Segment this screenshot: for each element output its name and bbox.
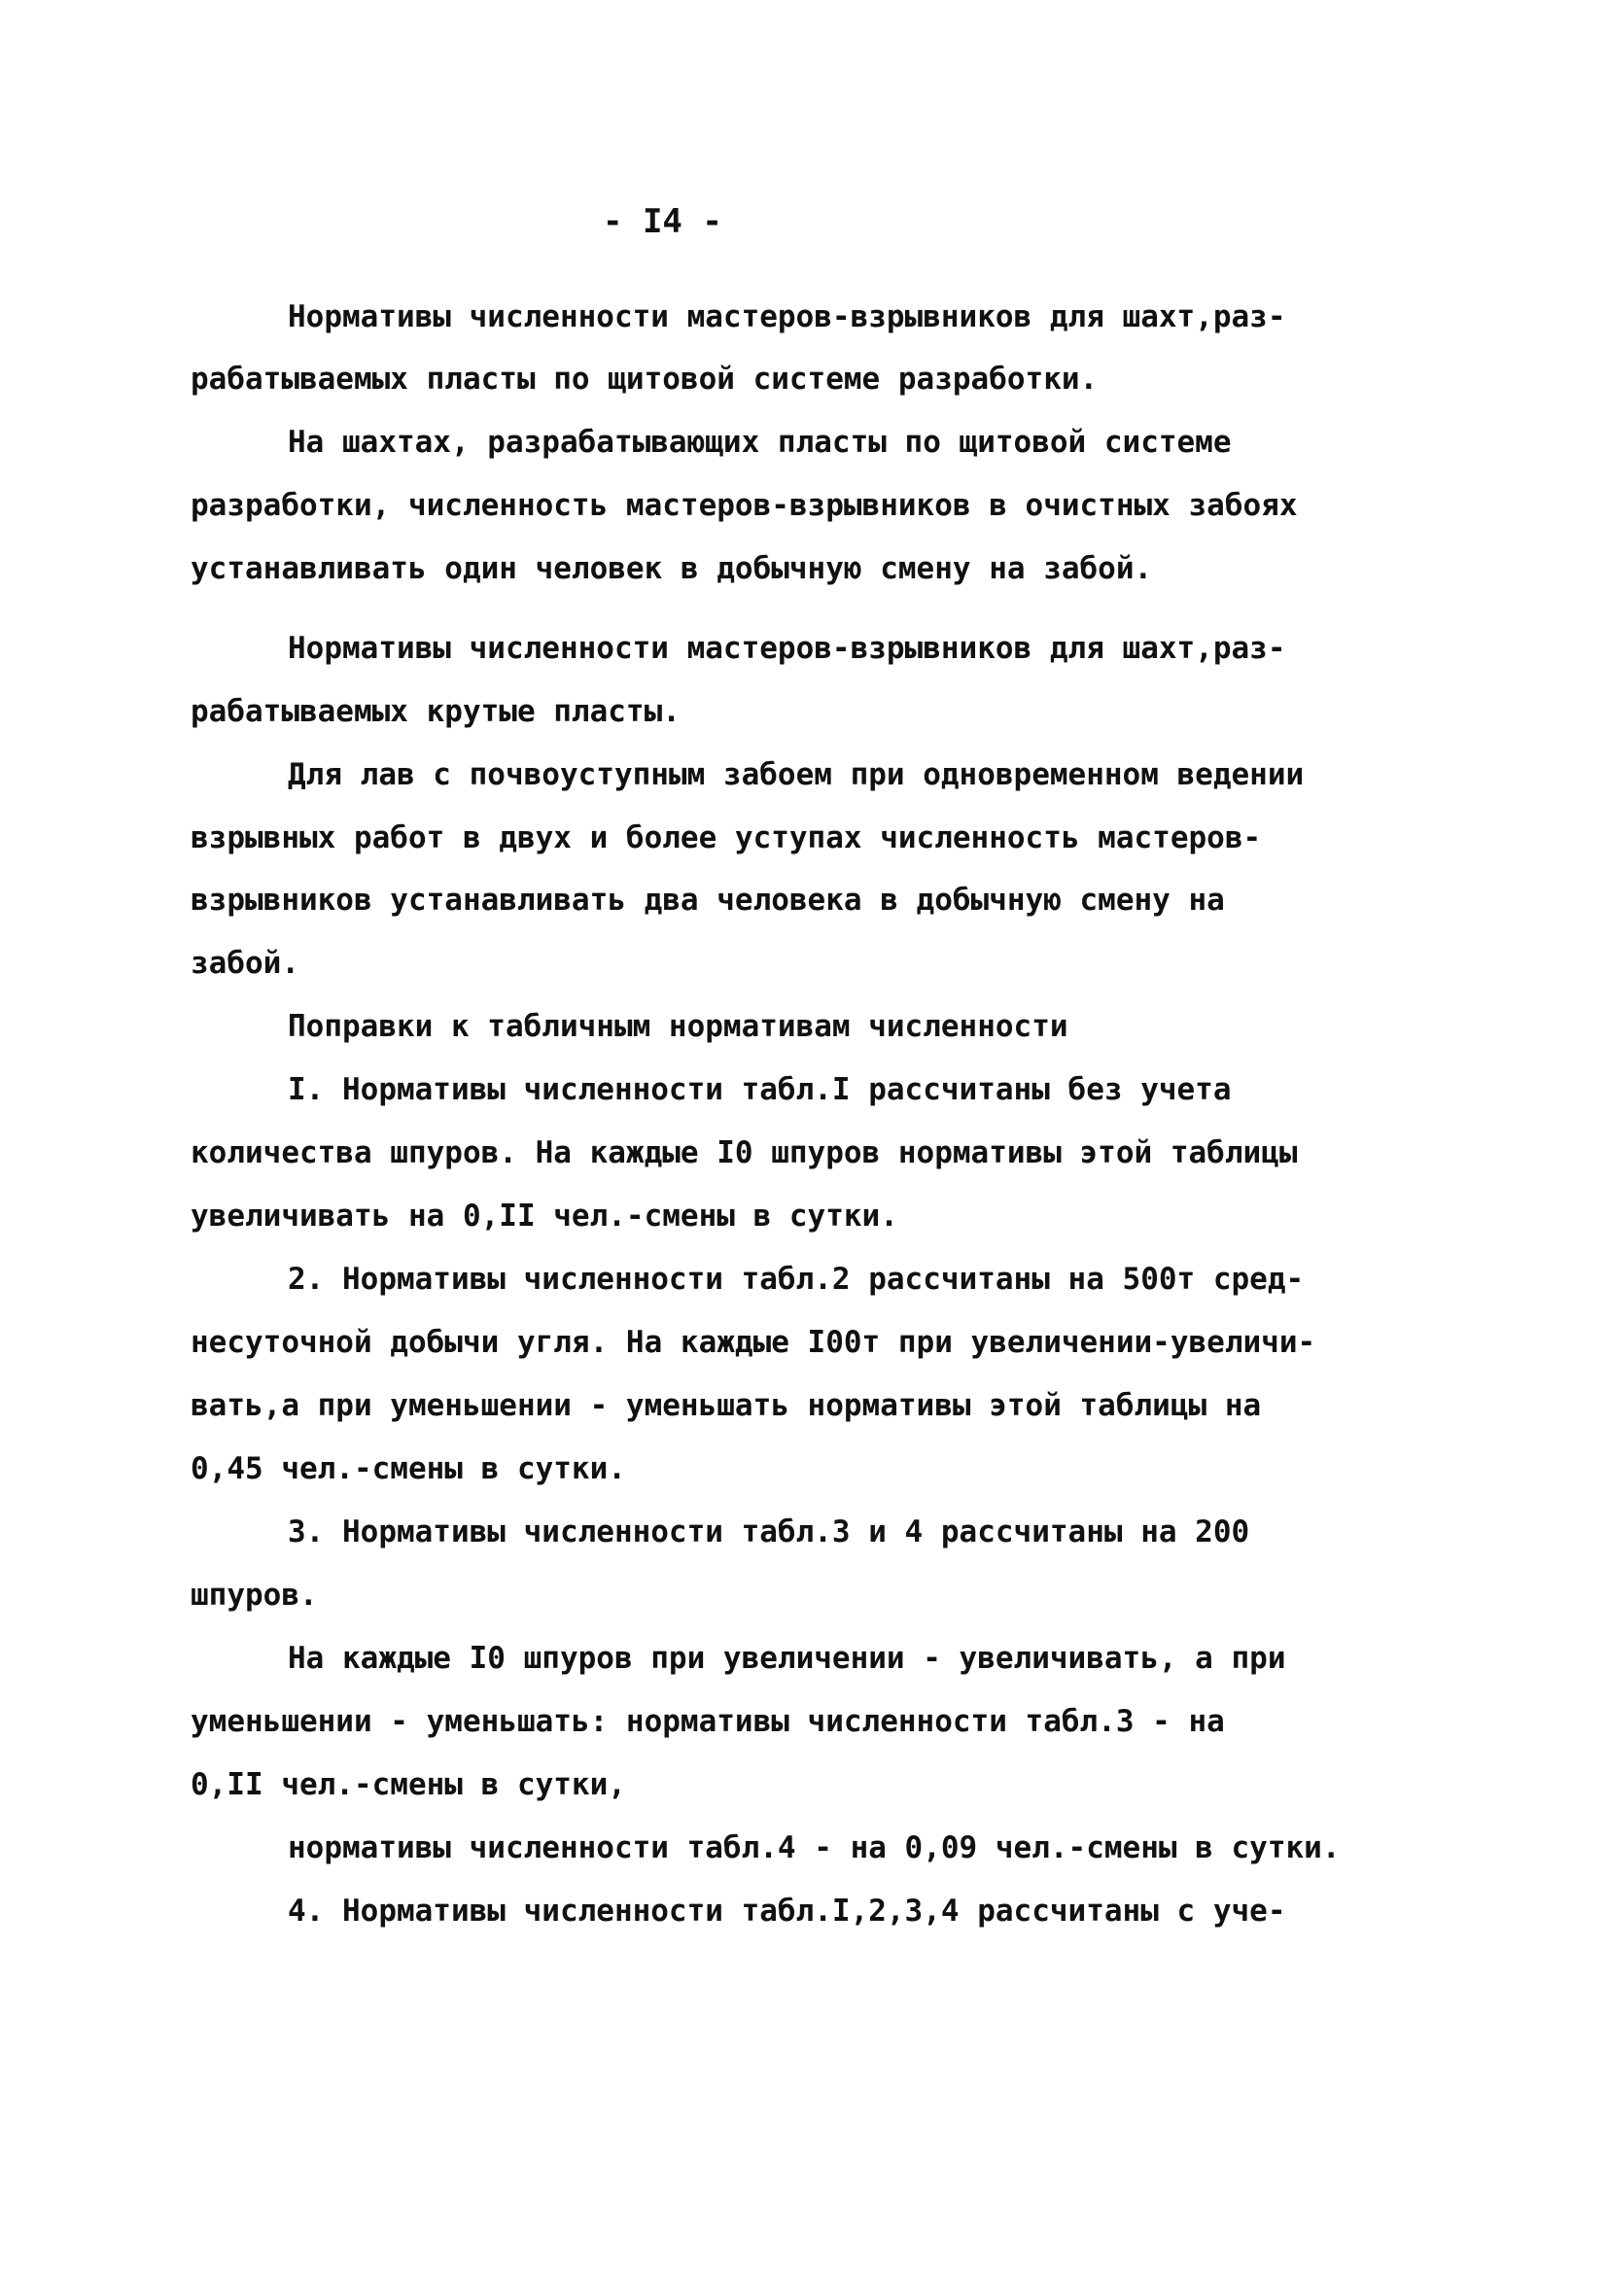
text-line: увеличивать на 0,II чел.-смены в сутки. bbox=[191, 1199, 898, 1234]
text-line: На шахтах, разрабатывающих пласты по щитовой системе bbox=[288, 425, 1232, 460]
page-number: - I4 - bbox=[603, 202, 722, 241]
text-line: 0,45 чел.-смены в сутки. bbox=[191, 1451, 626, 1486]
text-line: уменьшении - уменьшать: нормативы численности табл.3 - на bbox=[191, 1704, 1225, 1739]
text-line: Нормативы численности мастеров-взрывников для шахт,раз- bbox=[288, 299, 1286, 334]
text-line: рабатываемых пласты по щитовой системе разработки. bbox=[191, 362, 1099, 397]
text-line: взрывников устанавливать два человека в добычную смену на bbox=[191, 883, 1225, 918]
text-line: устанавливать один человек в добычную смену на забой. bbox=[191, 551, 1153, 586]
text-line: разработки, численность мастеров-взрывников в очистных забоях bbox=[191, 488, 1298, 523]
text-line: шпуров. bbox=[191, 1578, 318, 1613]
text-line: 3. Нормативы численности табл.3 и 4 рассчитаны на 200 bbox=[288, 1514, 1250, 1549]
text-line: 4. Нормативы численности табл.I,2,3,4 рассчитаны с уче- bbox=[288, 1894, 1286, 1929]
text-line: взрывных работ в двух и более уступах численность мастеров- bbox=[191, 820, 1262, 855]
text-line: Поправки к табличным нормативам численности bbox=[288, 1009, 1068, 1044]
text-line: количества шпуров. На каждые I0 шпуров нормативы этой таблицы bbox=[191, 1135, 1298, 1170]
text-line: На каждые I0 шпуров при увеличении - увеличивать, а при bbox=[288, 1641, 1286, 1676]
text-line: несуточной добычи угля. На каждые I00т при увеличении-увеличи- bbox=[191, 1325, 1316, 1360]
text-line: Нормативы численности мастеров-взрывников для шахт,раз- bbox=[288, 631, 1286, 666]
text-line: забой. bbox=[191, 946, 299, 981]
text-line: вать,а при уменьшении - уменьшать нормативы этой таблицы на bbox=[191, 1388, 1262, 1423]
text-line: Для лав с почвоуступным забоем при одновременном ведении bbox=[288, 757, 1305, 792]
text-line: 0,II чел.-смены в сутки, bbox=[191, 1767, 626, 1802]
text-line: нормативы численности табл.4 - на 0,09 чел.-смены в сутки. bbox=[288, 1830, 1341, 1865]
text-line: 2. Нормативы численности табл.2 рассчитаны на 500т сред- bbox=[288, 1262, 1305, 1297]
text-line: I. Нормативы численности табл.I рассчитаны без учета bbox=[288, 1072, 1232, 1107]
text-line: рабатываемых крутые пласты. bbox=[191, 694, 681, 729]
